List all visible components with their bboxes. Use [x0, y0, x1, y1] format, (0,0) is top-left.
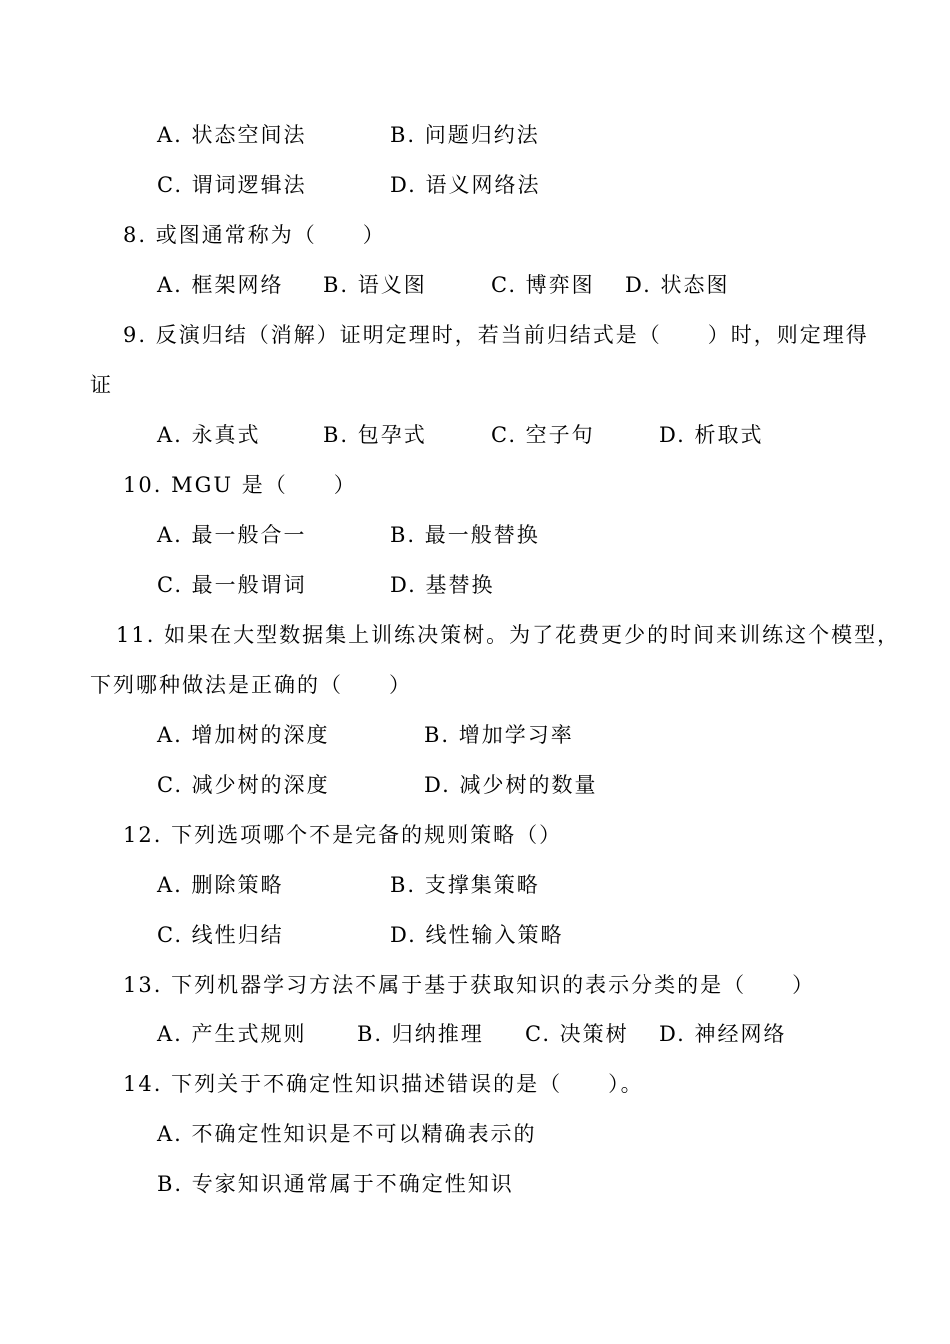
q12-option-a: A. 删除策略 — [157, 873, 284, 897]
q9-option-c: C. 空子句 — [491, 423, 595, 447]
q11-option-c: C. 减少树的深度 — [157, 773, 330, 797]
q10-option-c: C. 最一般谓词 — [157, 573, 307, 597]
q8-option-c: C. 博弈图 — [491, 273, 595, 297]
q8-option-b: B. 语义图 — [323, 273, 427, 297]
q10-stem: 10. MGU 是（ ） — [123, 473, 357, 497]
q11-option-d: D. 减少树的数量 — [424, 773, 598, 797]
q10-option-a: A. 最一般合一 — [157, 523, 307, 547]
q13-option-c: C. 决策树 — [525, 1022, 629, 1046]
q13-option-d: D. 神经网络 — [659, 1022, 787, 1046]
q7-option-d: D. 语义网络法 — [390, 173, 541, 197]
q14-option-a: A. 不确定性知识是不可以精确表示的 — [157, 1122, 537, 1146]
q8-option-a: A. 框架网络 — [157, 273, 284, 297]
q9-option-b: B. 包孕式 — [323, 423, 427, 447]
q8-stem: 8. 或图通常称为（ ） — [123, 223, 386, 247]
q10-option-b: B. 最一般替换 — [390, 523, 540, 547]
q9-stem-line1: 9. 反演归结（消解）证明定理时，若当前归结式是（ ）时，则定理得 — [123, 323, 869, 347]
q7-option-b: B. 问题归约法 — [390, 123, 540, 147]
q10-option-d: D. 基替换 — [390, 573, 495, 597]
q12-stem: 12. 下列选项哪个不是完备的规则策略（） — [123, 823, 563, 847]
q11-option-b: B. 增加学习率 — [424, 723, 574, 747]
q13-stem: 13. 下列机器学习方法不属于基于获取知识的表示分类的是（ ） — [123, 973, 816, 997]
q12-option-c: C. 线性归结 — [157, 923, 284, 947]
q14-stem: 14. 下列关于不确定性知识描述错误的是（ ）。 — [123, 1072, 644, 1096]
q11-stem-line2: 下列哪种做法是正确的（ ） — [90, 673, 412, 697]
q12-option-d: D. 线性输入策略 — [390, 923, 564, 947]
q14-option-b: B. 专家知识通常属于不确定性知识 — [157, 1172, 514, 1196]
q8-option-d: D. 状态图 — [625, 273, 730, 297]
q13-option-b: B. 归纳推理 — [357, 1022, 484, 1046]
q11-stem-line1: 11. 如果在大型数据集上训练决策树。为了花费更少的时间来训练这个模型， — [116, 623, 901, 647]
q9-stem-line2: 证 — [90, 373, 113, 397]
q11-option-a: A. 增加树的深度 — [157, 723, 330, 747]
q7-option-a: A. 状态空间法 — [157, 123, 307, 147]
q12-option-b: B. 支撑集策略 — [390, 873, 540, 897]
q9-option-d: D. 析取式 — [659, 423, 764, 447]
q13-option-a: A. 产生式规则 — [157, 1022, 307, 1046]
q7-option-c: C. 谓词逻辑法 — [157, 173, 307, 197]
q9-option-a: A. 永真式 — [157, 423, 261, 447]
